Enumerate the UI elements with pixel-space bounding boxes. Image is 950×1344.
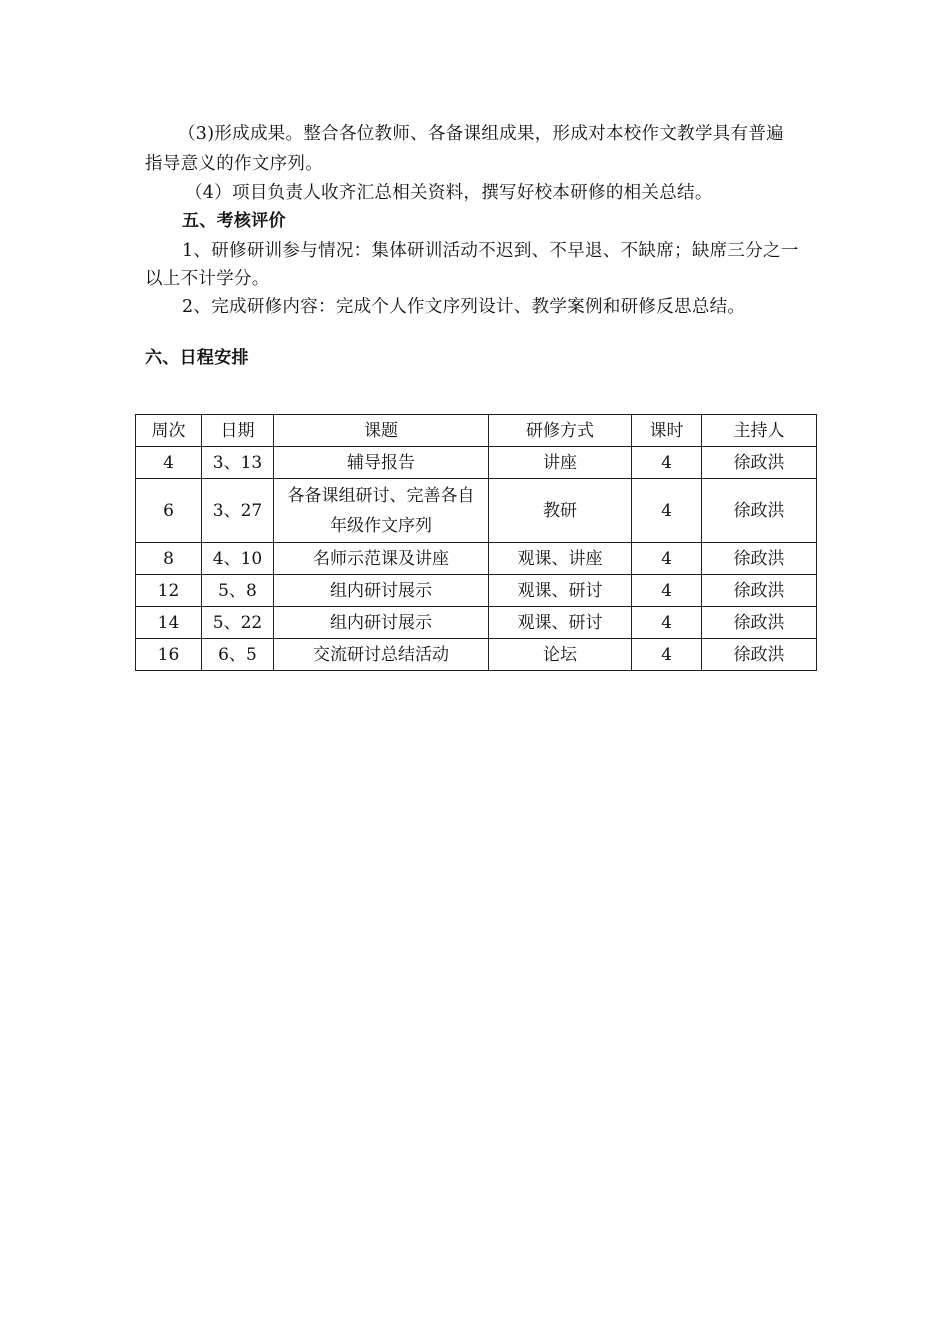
cell-host: 徐政洪 [702, 639, 817, 671]
cell-topic: 交流研讨总结活动 [274, 639, 489, 671]
table-row [136, 479, 817, 543]
cell-topic: 辅导报告 [274, 447, 489, 479]
header-host: 主持人 [702, 415, 817, 447]
cell-method: 讲座 [489, 447, 632, 479]
cell-date: 5、8 [202, 575, 274, 607]
cell-week: 8 [136, 543, 202, 575]
cell-topic: 组内研讨展示 [274, 575, 489, 607]
cell-method: 观课、研讨 [489, 607, 632, 639]
cell-week: 14 [136, 607, 202, 639]
cell-hours: 4 [632, 575, 702, 607]
cell-method: 论坛 [489, 639, 632, 671]
cell-date: 3、27 [202, 479, 274, 543]
header-topic: 课题 [274, 415, 489, 447]
cell-week: 16 [136, 639, 202, 671]
cell-hours: 4 [632, 543, 702, 575]
cell-method: 观课、研讨 [489, 575, 632, 607]
cell-topic: 名师示范课及讲座 [274, 543, 489, 575]
table-header-row [136, 415, 817, 447]
cell-week: 6 [136, 479, 202, 543]
cell-host: 徐政洪 [702, 575, 817, 607]
cell-hours: 4 [632, 639, 702, 671]
cell-week: 12 [136, 575, 202, 607]
cell-date: 6、5 [202, 639, 274, 671]
header-hours: 课时 [632, 415, 702, 447]
cell-week: 4 [136, 447, 202, 479]
cell-date: 5、22 [202, 607, 274, 639]
paragraph-content: 2、完成研修内容：完成个人作文序列设计、教学案例和研修反思总结。 [182, 297, 746, 317]
cell-host: 徐政洪 [702, 447, 817, 479]
cell-host: 徐政洪 [702, 607, 817, 639]
section-heading-schedule: 六、日程安排 [145, 348, 249, 368]
paragraph-summary: （4）项目负责人收齐汇总相关资料，撰写好校本研修的相关总结。 [185, 183, 713, 203]
cell-date: 4、10 [202, 543, 274, 575]
cell-method: 观课、讲座 [489, 543, 632, 575]
table-row [136, 639, 817, 671]
table-row [136, 543, 817, 575]
paragraph-attendance-line1: 1、研修研训参与情况：集体研训活动不迟到、不早退、不缺席；缺席三分之一 [182, 241, 799, 261]
cell-topic-text: 各备课组研讨、完善各自年级作文序列 [287, 485, 475, 536]
cell-host: 徐政洪 [702, 543, 817, 575]
paragraph-outcome-line2: 指导意义的作文序列。 [145, 154, 323, 174]
section-heading-evaluation: 五、考核评价 [182, 211, 286, 231]
cell-hours: 4 [632, 607, 702, 639]
header-week: 周次 [136, 415, 202, 447]
schedule-table [135, 414, 817, 671]
cell-hours: 4 [632, 447, 702, 479]
cell-date: 3、13 [202, 447, 274, 479]
paragraph-outcome-line1: （3)形成成果。整合各位教师、各备课组成果，形成对本校作文教学具有普遍 [178, 124, 784, 144]
cell-host: 徐政洪 [702, 479, 817, 543]
table-row [136, 607, 817, 639]
header-method: 研修方式 [489, 415, 632, 447]
paragraph-attendance-line2: 以上不计学分。 [145, 269, 270, 289]
table-row [136, 575, 817, 607]
table-row [136, 447, 817, 479]
cell-method: 教研 [489, 479, 632, 543]
cell-hours: 4 [632, 479, 702, 543]
cell-topic: 组内研讨展示 [274, 607, 489, 639]
cell-topic [274, 479, 489, 543]
header-date: 日期 [202, 415, 274, 447]
